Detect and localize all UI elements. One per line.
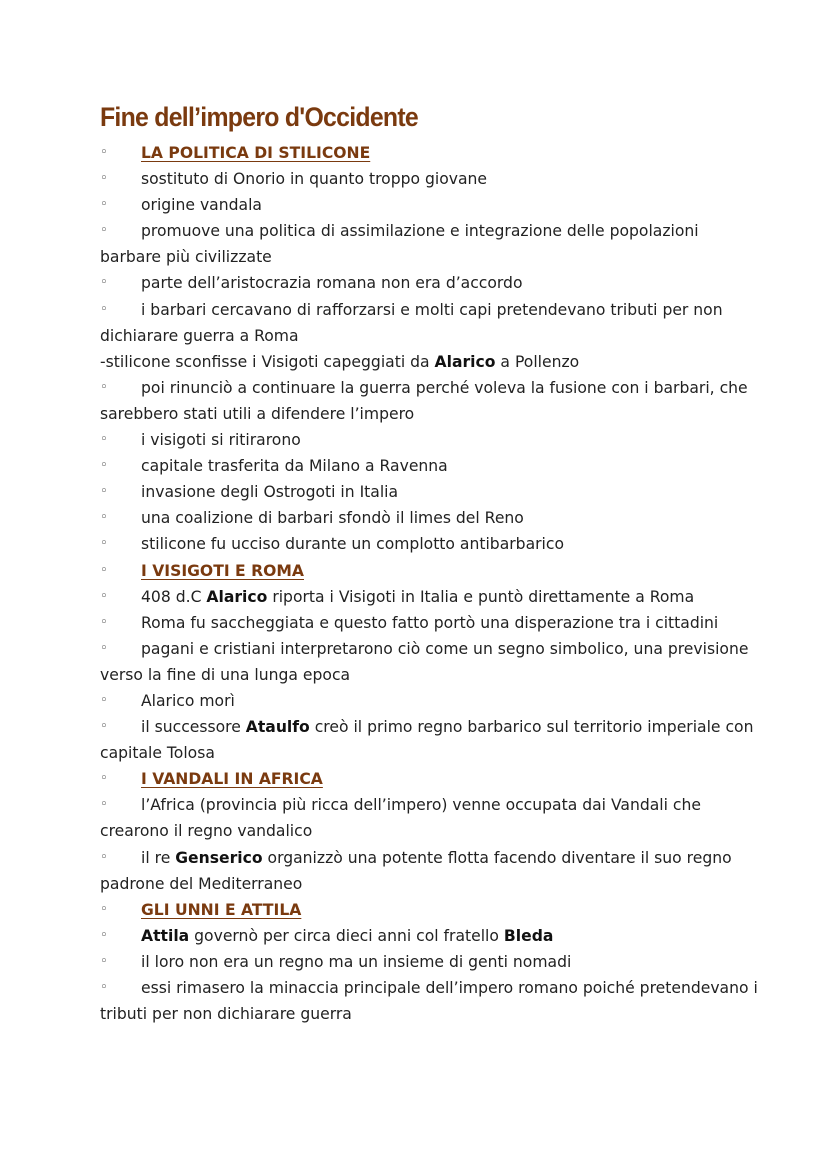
text-line (100, 531, 760, 557)
bullet-icon: ◦ (100, 640, 108, 656)
text-segment: sarebbero stati utili a difendere l’impero (100, 404, 415, 423)
text-line (100, 818, 760, 844)
line-text (141, 718, 753, 736)
bullet-icon: ◦ (100, 145, 108, 160)
text-line (100, 714, 760, 740)
section-heading-line (100, 766, 760, 792)
text-segment: stilicone fu ucciso durante un complotto antibarbarico (141, 535, 564, 554)
text-segment: verso la fine di una lunga epoca (100, 665, 351, 684)
text-line (100, 610, 760, 636)
bold-name: Bleda (503, 926, 554, 945)
bullet-icon: ◦ (100, 692, 108, 708)
line-text (100, 822, 312, 840)
line-text (141, 953, 571, 971)
line-text (141, 274, 523, 292)
line-text (141, 222, 699, 240)
bullet-icon: ◦ (100, 588, 108, 604)
text-line (100, 270, 760, 296)
text-line (100, 375, 760, 401)
text-segment: l’Africa (provincia più ricca dell’impero) venne occupata dai Vandali che (141, 796, 701, 815)
bullet-icon: ◦ (100, 510, 108, 526)
text-segment: capitale Tolosa (100, 744, 215, 763)
bold-name: Attila (141, 926, 190, 945)
text-segment: parte dell’aristocrazia romana non era d’accordo (141, 274, 523, 293)
text-segment: tributi per non dichiarare guerra (100, 1005, 352, 1024)
text-line (100, 427, 760, 453)
text-segment: il loro non era un regno ma un insieme di genti nomadi (141, 952, 572, 971)
bullet-icon: ◦ (100, 484, 108, 500)
text-segment: padrone del Mediterraneo (100, 874, 303, 893)
text-segment: origine vandala (141, 196, 262, 215)
text-segment: una coalizione di barbari sfondò il limes del Reno (141, 509, 524, 528)
line-text (141, 614, 718, 632)
bullet-icon: ◦ (100, 797, 108, 813)
line-text (141, 483, 398, 501)
bullet-icon: ◦ (100, 562, 108, 578)
text-segment: Alarico morì (141, 691, 235, 710)
text-line (100, 401, 760, 427)
line-text (141, 849, 732, 867)
bullet-icon: ◦ (100, 301, 108, 317)
line-text (100, 1005, 352, 1023)
text-line (100, 584, 760, 610)
text-line (100, 1001, 760, 1027)
text-line (100, 975, 760, 1001)
text-segment: i barbari cercavano di rafforzarsi e molti capi pretendevano tributi per non (141, 300, 723, 319)
bold-name: Alarico (434, 352, 496, 371)
text-line (100, 166, 760, 192)
text-segment: sostituto di Onorio in quanto troppo giovane (141, 170, 488, 189)
line-text (100, 405, 414, 423)
text-line (100, 688, 760, 714)
line-text (100, 327, 299, 345)
text-line (100, 949, 760, 975)
section-heading: GLI UNNI E ATTILA (141, 900, 302, 919)
text-segment: a Pollenzo (495, 352, 580, 371)
line-text (141, 196, 262, 214)
text-segment: -stilicone sconfisse i Visigoti capeggiati da (100, 352, 435, 371)
text-segment: creò il primo regno barbarico sul territorio imperiale con (309, 718, 754, 737)
bold-name: Genserico (175, 848, 263, 867)
bullet-icon: ◦ (100, 901, 108, 917)
line-text (141, 535, 564, 553)
text-segment: capitale trasferita da Milano a Ravenna (141, 457, 448, 476)
text-segment: 408 d.C (141, 587, 207, 606)
line-text (141, 640, 748, 658)
bullet-icon: ◦ (100, 980, 108, 995)
line-text (100, 248, 272, 266)
text-segment: essi rimasero la minaccia principale dell’impero romano poiché pretendevano i (141, 979, 758, 997)
line-text (100, 353, 579, 371)
text-segment: promuove una politica di assimilazione e integrazione delle popolazioni (141, 222, 699, 241)
text-segment: poi rinunciò a continuare la guerra perché voleva la fusione con i barbari, che (141, 378, 748, 397)
bullet-icon: ◦ (100, 197, 108, 213)
text-line (100, 636, 760, 662)
section-heading-line (100, 897, 760, 923)
bullet-icon: ◦ (100, 379, 108, 395)
text-line (100, 218, 760, 244)
line-text (141, 170, 487, 188)
document-body (100, 140, 760, 1027)
text-line (100, 792, 760, 818)
text-line (100, 505, 760, 531)
line-text (141, 379, 748, 397)
line-text (141, 588, 694, 606)
text-segment: governò per circa dieci anni col fratello (189, 926, 504, 945)
line-text (141, 457, 448, 475)
section-heading: I VISIGOTI E ROMA (141, 561, 304, 580)
text-segment: Roma fu saccheggiata e questo fatto portò una disperazione tra i cittadini (141, 613, 719, 632)
text-segment: barbare più civilizzate (100, 248, 272, 267)
line-text (100, 666, 350, 684)
bullet-icon: ◦ (100, 953, 108, 969)
text-line (100, 192, 760, 218)
bullet-icon: ◦ (100, 849, 108, 865)
text-segment: il re (141, 848, 176, 867)
bullet-icon: ◦ (100, 771, 108, 787)
line-text (100, 744, 215, 762)
bold-name: Ataulfo (245, 718, 310, 737)
bullet-icon: ◦ (100, 719, 108, 735)
section-heading-line (100, 140, 760, 166)
text-line (100, 871, 760, 897)
line-text (141, 979, 758, 997)
bullet-icon: ◦ (100, 614, 108, 630)
text-segment: dichiarare guerra a Roma (100, 326, 299, 345)
text-segment: pagani e cristiani interpretarono ciò come un segno simbolico, una previsione (141, 639, 749, 658)
line-text (141, 692, 235, 710)
section-heading-line (100, 558, 760, 584)
text-line (100, 845, 760, 871)
text-segment: riporta i Visigoti in Italia e puntò direttamente a Roma (267, 587, 695, 606)
line-text (141, 796, 701, 814)
line-text (141, 927, 553, 945)
bullet-icon: ◦ (100, 536, 108, 552)
line-text (100, 875, 302, 893)
line-text (141, 431, 301, 449)
line-text (141, 301, 723, 319)
text-line (100, 479, 760, 505)
section-heading: I VANDALI IN AFRICA (141, 770, 323, 789)
text-segment: organizzò una potente flotta facendo diventare il suo regno (262, 848, 732, 867)
text-segment: crearono il regno vandalico (100, 822, 313, 841)
section-heading: LA POLITICA DI STILICONE (141, 144, 371, 162)
bullet-icon: ◦ (100, 171, 108, 187)
text-segment: il successore (141, 718, 246, 737)
text-line (100, 297, 760, 323)
text-line (100, 453, 760, 479)
bullet-icon: ◦ (100, 927, 108, 943)
line-text (141, 509, 524, 527)
bullet-icon: ◦ (100, 432, 108, 448)
bold-name: Alarico (206, 587, 268, 606)
text-line (100, 923, 760, 949)
text-segment: i visigoti si ritirarono (141, 431, 301, 450)
text-line (100, 323, 760, 349)
page-title: Fine dell’impero d'Occidente (100, 102, 418, 132)
bullet-icon: ◦ (100, 458, 108, 474)
text-line (100, 349, 760, 375)
text-line (100, 662, 760, 688)
bullet-icon: ◦ (100, 223, 108, 239)
text-line (100, 244, 760, 270)
text-segment: invasione degli Ostrogoti in Italia (141, 483, 399, 502)
bullet-icon: ◦ (100, 275, 108, 291)
text-line (100, 740, 760, 766)
